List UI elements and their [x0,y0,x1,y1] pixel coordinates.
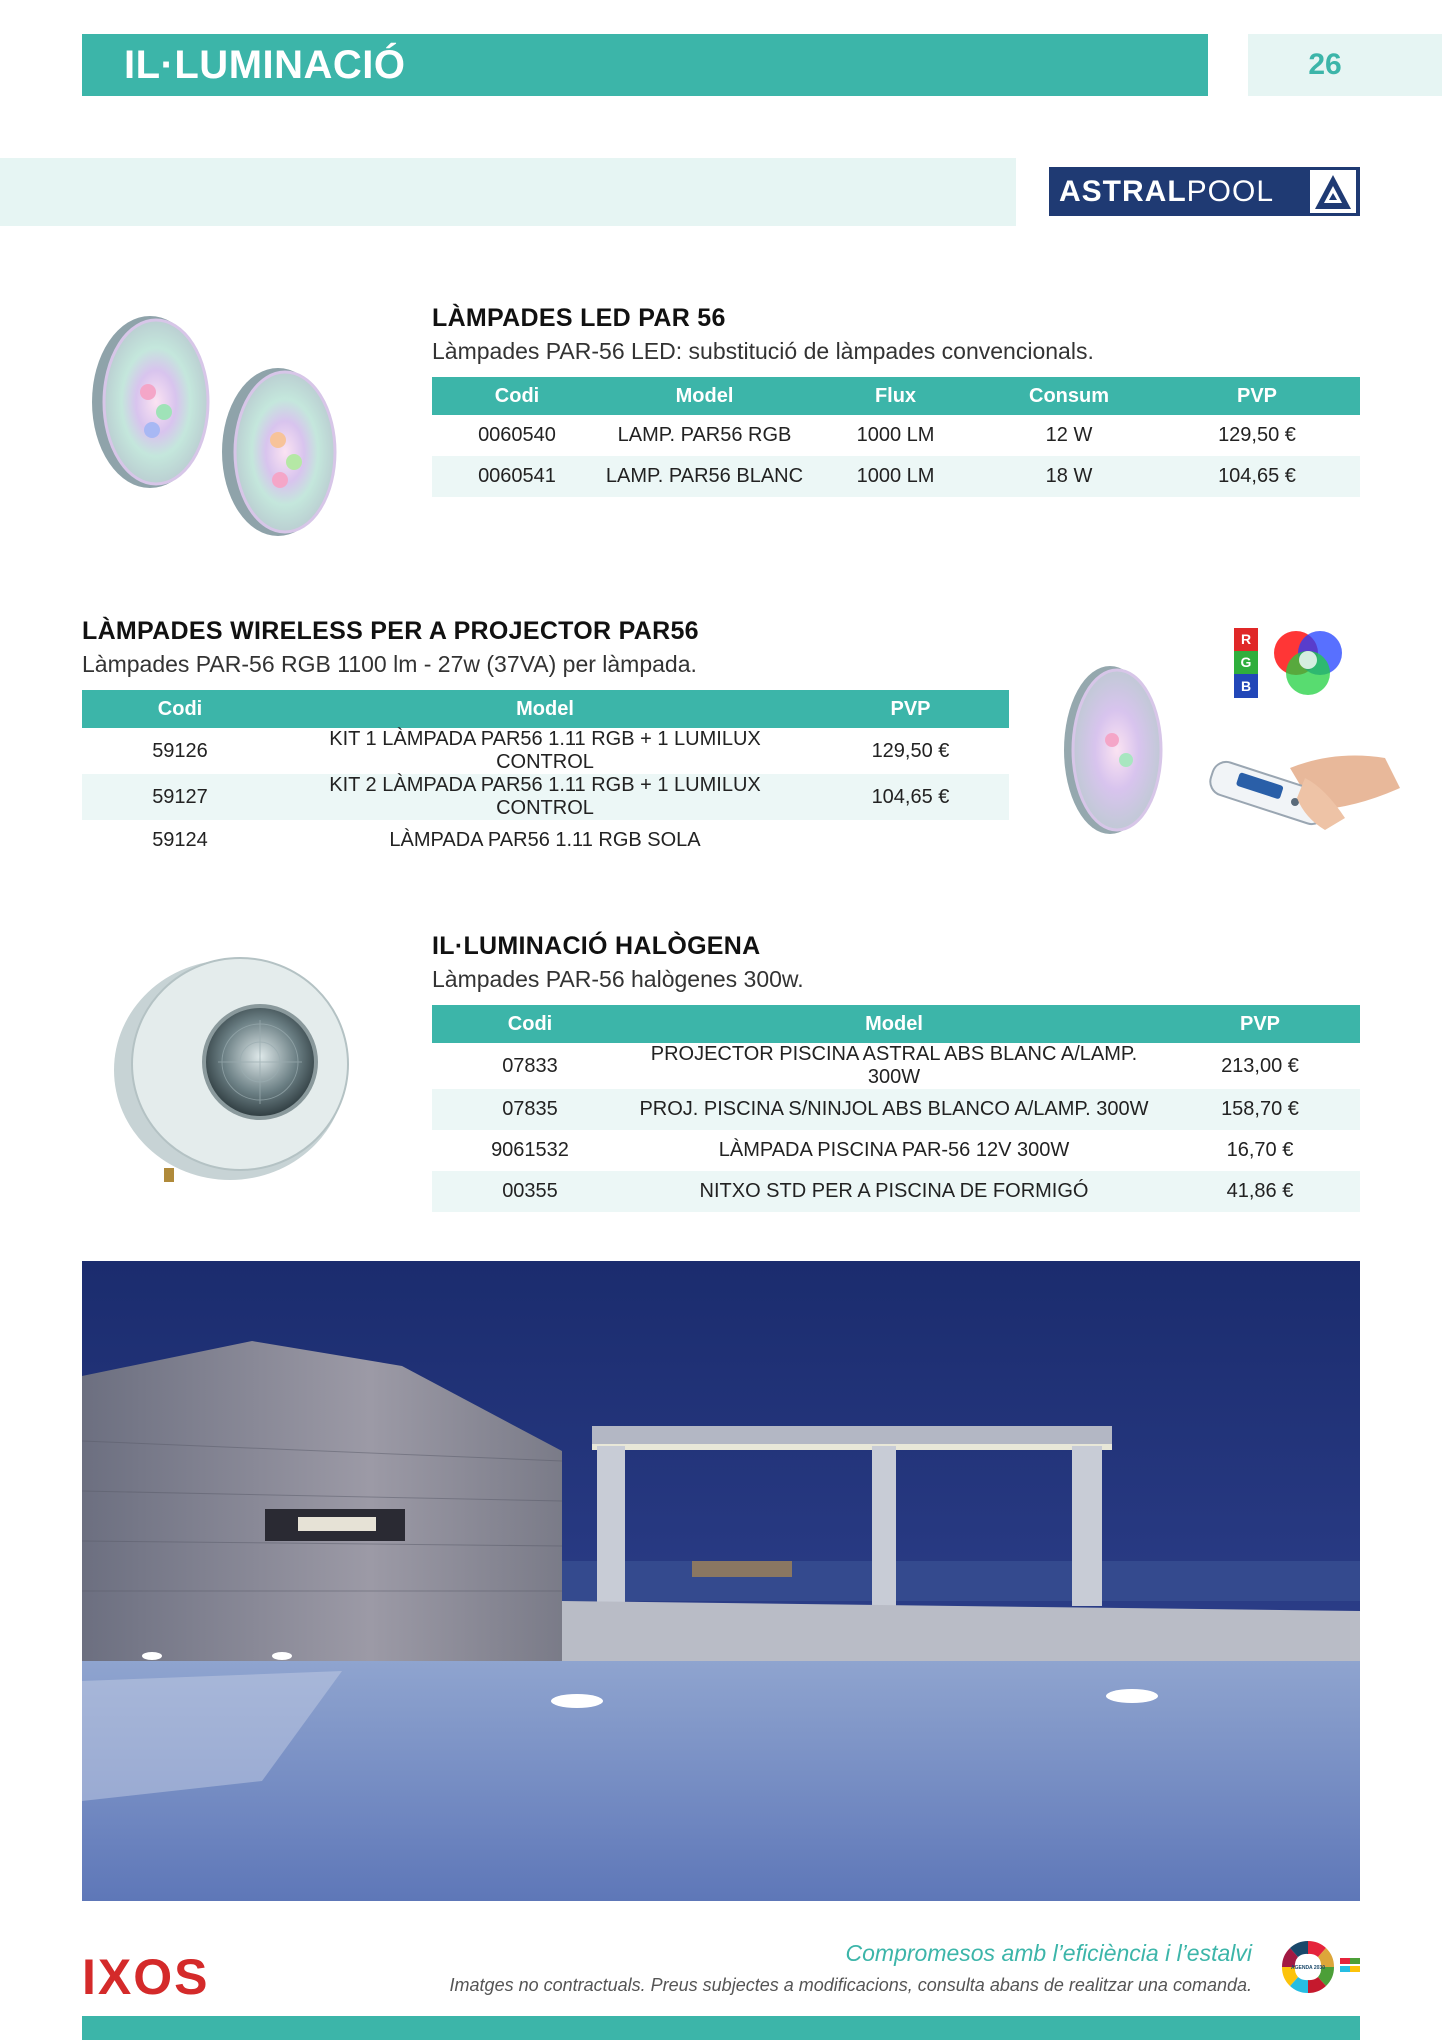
footer-tagline: Compromesos amb l’eficiència i l’estalvi [845,1940,1252,1966]
section-subtitle-wireless: Làmpades PAR-56 RGB 1100 lm - 27w (37VA) per làmpada. [82,651,697,677]
col-header-codi: Codi [82,690,278,728]
table-row [432,1043,1360,1089]
section-title-wireless: LÀMPADES WIRELESS PER A PROJECTOR PAR56 [82,617,699,645]
header-bar [82,34,1208,96]
table-row [432,1130,1360,1171]
cell-model: KIT 2 LÀMPADA PAR56 1.11 RGB + 1 LUMILUX CONTROL [278,774,812,820]
page-number-box [1248,34,1442,96]
cell-pvp: 129,50 € [1218,424,1296,446]
col-header-flux: Flux [807,377,984,415]
cell-codi: 0060540 [478,424,556,446]
rgb-badge [1234,628,1258,698]
decorative-band [0,158,1016,226]
cell-pvp: 158,70 € [1160,1089,1360,1130]
remote-control-image [1205,748,1400,838]
rgb-letter-g: G [1234,651,1258,674]
cell-model: NITXO STD PER A PISCINA DE FORMIGÓ [628,1171,1160,1212]
col-header-model: Model [602,377,807,415]
table-row [432,1171,1360,1212]
table-row [82,728,1009,774]
cell-model: LÀMPADA PISCINA PAR-56 12V 300W [718,1139,1070,1161]
col-header-pvp: PVP [1154,377,1360,415]
agenda-2030-logo [1278,1938,1362,1996]
cell-flux: 1000 LM [856,424,935,446]
cell-model: KIT 1 LÀMPADA PAR56 1.11 RGB + 1 LUMILUX CONTROL [329,728,761,773]
cell-codi: 59127 [82,774,278,820]
ixos-logo: IXOS [82,1949,210,2005]
led-lamps-image [78,312,348,557]
section-title-led: LÀMPADES LED PAR 56 [432,304,726,332]
bottom-bar [82,2016,1360,2040]
agenda-label: AGENDA 2030 [1291,1965,1325,1971]
table-row [432,415,1360,456]
wireless-lamp-image [1060,662,1170,837]
table-row [432,456,1360,497]
led-price-table [432,377,1360,497]
pool-night-photo [82,1261,1360,1901]
page-title: IL·LUMINACIÓ [124,43,406,87]
cell-flux: 1000 LM [807,456,984,497]
section-subtitle-halogen: Làmpades PAR-56 halògenes 300w. [432,966,804,992]
col-header-consum: Consum [984,377,1154,415]
col-header-model: Model [628,1005,1160,1043]
cell-pvp: 213,00 € [1221,1054,1299,1077]
cell-model: LAMP. PAR56 RGB [617,424,792,446]
table-row [82,820,1009,861]
cell-codi: 0060541 [432,456,602,497]
cell-model: PROJECTOR PISCINA ASTRAL ABS BLANC A/LAMP. 300W [650,1043,1138,1088]
cell-codi: 59124 [152,829,208,851]
astralpool-logo [1049,167,1360,216]
col-header-codi: Codi [432,1005,628,1043]
cell-codi: 00355 [432,1171,628,1212]
wireless-price-table [82,690,1009,861]
cell-pvp: 129,50 € [871,739,950,762]
cell-model: LÀMPADA PAR56 1.11 RGB SOLA [389,829,701,851]
cell-consum: 18 W [984,456,1154,497]
halogen-price-table [432,1005,1360,1212]
cell-pvp: 104,65 € [1154,456,1360,497]
cell-consum: 12 W [1045,424,1093,446]
halogen-projector-image [108,948,356,1186]
cell-pvp: 41,86 € [1160,1171,1360,1212]
col-header-model: Model [278,690,812,728]
table-row [82,774,1009,820]
cell-codi: 59126 [152,739,208,762]
col-header-codi: Codi [432,377,602,415]
cell-model: LAMP. PAR56 BLANC [602,456,807,497]
logo-bold-text: ASTRAL [1059,175,1187,208]
footer-disclaimer: Imatges no contractuals. Preus subjectes a modificacions, consulta abans de realitzar una comanda. [449,1975,1252,1995]
section-title-halogen: IL·LUMINACIÓ HALÒGENA [432,932,761,960]
astralpool-mark-icon [1310,170,1356,213]
col-header-pvp: PVP [1160,1005,1360,1043]
cell-codi: 07835 [432,1089,628,1130]
section-subtitle-led: Làmpades PAR-56 LED: substitució de làmpades convencionals. [432,338,1094,364]
cell-model: PROJ. PISCINA S/NINJOL ABS BLANCO A/LAMP. 300W [628,1089,1160,1130]
rgb-color-wheel-icon [1270,625,1346,701]
cell-codi: 07833 [502,1054,558,1077]
col-header-pvp: PVP [812,690,1009,728]
logo-light-text: POOL [1186,175,1275,208]
cell-codi: 9061532 [491,1139,569,1161]
cell-pvp [812,820,1009,861]
rgb-letter-r: R [1234,628,1258,651]
cell-pvp: 104,65 € [812,774,1009,820]
table-row [432,1089,1360,1130]
page-number: 26 [1308,48,1342,81]
cell-pvp: 16,70 € [1226,1139,1294,1161]
rgb-letter-b: B [1234,674,1258,698]
